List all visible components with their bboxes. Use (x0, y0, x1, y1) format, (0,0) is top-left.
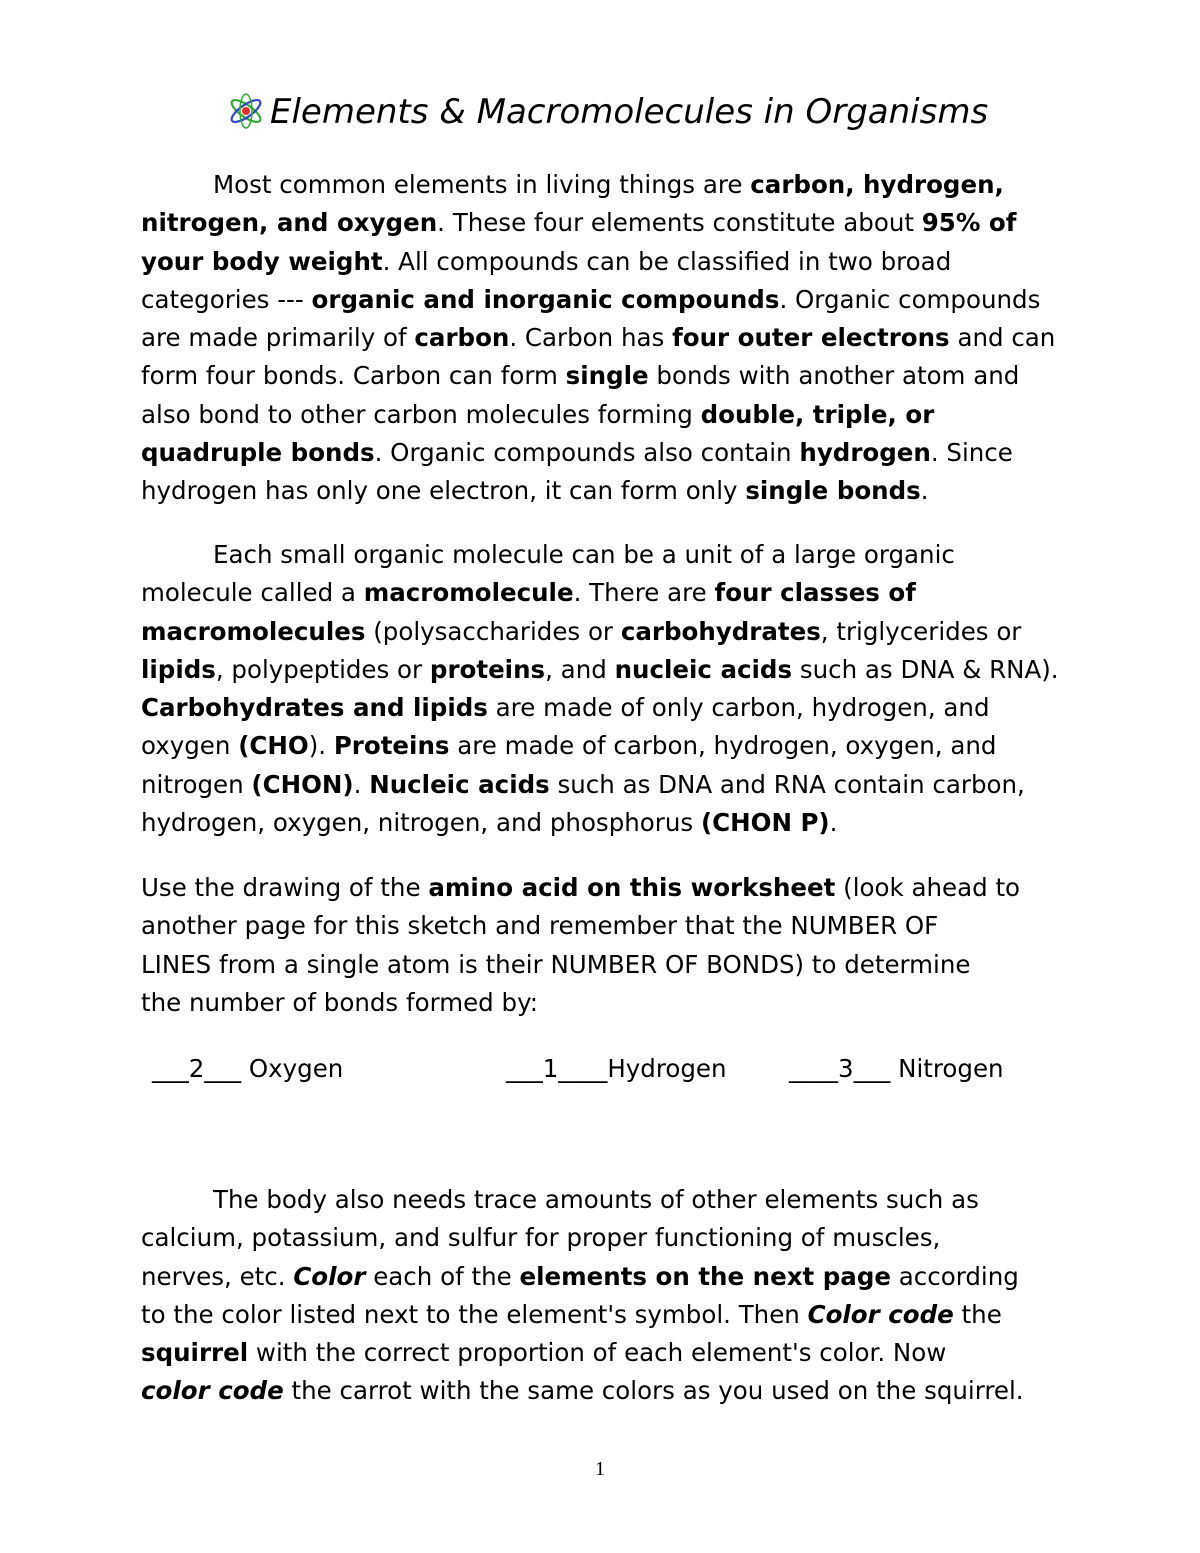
text-line: form four bonds. Carbon can form single bonds with another atom and (141, 361, 1020, 391)
title-text: Elements & Macromolecules in Organisms (270, 92, 989, 132)
atom-nucleus (242, 107, 250, 115)
answer-blank: ___2___ (152, 1054, 242, 1083)
bold-term: your body weight (141, 246, 383, 276)
paragraph-trace-elements (141, 1181, 1081, 1411)
text-line: molecule called a macromolecule. There are four classes of (141, 578, 916, 608)
bold-term: carbohydrates (620, 616, 821, 646)
paragraph-common-elements (141, 166, 1081, 511)
answer-element: Hydrogen (607, 1054, 727, 1083)
text-line: are made primarily of carbon. Carbon has four outer electrons and can (141, 323, 1056, 353)
bold-term: (CHO (238, 731, 309, 761)
emphasis-text: Color code (807, 1299, 954, 1329)
bold-term: macromolecules (141, 616, 366, 646)
text-line: Use the drawing of the amino acid on this worksheet (look ahead to (141, 873, 1021, 902)
answer-nitrogen (789, 1050, 1004, 1088)
text-line: Carbohydrates and lipids are made of only carbon, hydrogen, and (141, 693, 990, 723)
bold-term: nitrogen, and oxygen (141, 208, 438, 238)
bold-term: nucleic acids (614, 654, 793, 684)
paragraph-amino-acid-instructions (141, 869, 1081, 1022)
bold-term: (CHON) (251, 769, 354, 799)
bold-term: double, triple, or (700, 399, 935, 429)
bold-term: amino acid on this worksheet (428, 873, 836, 902)
text-line: to the color listed next to the element's symbol. Then Color code the (141, 1299, 1002, 1329)
bond-answers (0, 1050, 1200, 1090)
answer-oxygen (152, 1050, 343, 1088)
text-line: LINES from a single atom is their NUMBER OF BONDS) to determine (141, 949, 971, 979)
bold-term: lipids (141, 654, 216, 684)
bold-term: Carbohydrates and lipids (141, 693, 488, 723)
answer-blank: ___1____ (506, 1054, 608, 1083)
bold-term: Proteins (333, 731, 450, 761)
atom-icon (226, 91, 266, 144)
bold-term: Nucleic acids (369, 769, 550, 799)
bold-term: single (565, 361, 649, 391)
bold-term: squirrel (141, 1338, 249, 1368)
text-line: squirrel with the correct proportion of each element's color. Now (141, 1338, 947, 1368)
text-line: quadruple bonds. Organic compounds also contain hydrogen. Since (141, 438, 1013, 468)
emphasis-text: Color (293, 1261, 366, 1291)
bold-term: four outer electrons (672, 323, 950, 353)
text-line: The body also needs trace amounts of other elements such as (213, 1185, 979, 1214)
bold-term: (CHON P) (700, 808, 830, 838)
bold-term: carbon (414, 323, 510, 353)
text-line: nitrogen, and oxygen. These four elements constitute about 95% of (141, 208, 1017, 238)
text-line: color code the carrot with the same colors as you used on the squirrel. (141, 1376, 1024, 1406)
page-title (226, 88, 1026, 144)
bold-term: carbon, hydrogen, (750, 170, 1004, 199)
text-line: also bond to other carbon molecules forming double, triple, or (141, 399, 935, 429)
text-line: Each small organic molecule can be a unit of a large organic (213, 540, 955, 569)
bold-term: 95% of (921, 208, 1017, 238)
text-line: lipids, polypeptides or proteins, and nucleic acids such as DNA & RNA). (141, 654, 1059, 684)
text-line: another page for this sketch and remember that the NUMBER OF (141, 911, 939, 941)
text-line: macromolecules (polysaccharides or carbohydrates, triglycerides or (141, 616, 1022, 646)
bold-term: hydrogen (799, 438, 931, 468)
bold-term: four classes of (714, 578, 916, 608)
answer-element: Nitrogen (898, 1054, 1004, 1083)
text-line: oxygen (CHO). Proteins are made of carbon, hydrogen, oxygen, and (141, 731, 997, 761)
bold-term: elements on the next page (519, 1261, 891, 1291)
bold-term: macromolecule (363, 578, 574, 608)
answer-hydrogen (506, 1050, 727, 1088)
answer-blank: ____3___ (789, 1054, 891, 1083)
text-line: the number of bonds formed by: (141, 987, 539, 1017)
text-line: hydrogen has only one electron, it can form only single bonds. (141, 476, 929, 506)
emphasis-text: color code (141, 1376, 284, 1406)
answer-element: Oxygen (248, 1054, 344, 1083)
bold-term: single bonds (745, 476, 921, 506)
page-number: 1 (595, 1458, 605, 1480)
paragraph-macromolecules (141, 536, 1081, 842)
text-line: your body weight. All compounds can be classified in two broad (141, 246, 952, 276)
text-line: categories --- organic and inorganic compounds. Organic compounds (141, 284, 1041, 314)
text-line: hydrogen, oxygen, nitrogen, and phosphorus (CHON P). (141, 808, 838, 838)
text-line: nitrogen (CHON). Nucleic acids such as DNA and RNA contain carbon, (141, 769, 1025, 799)
text-line: nerves, etc. Color each of the elements on the next page according (141, 1261, 1019, 1291)
bold-term: quadruple bonds (141, 438, 375, 468)
bold-term: proteins (429, 654, 546, 684)
text-line: Most common elements in living things are carbon, hydrogen, (213, 170, 1004, 199)
bold-term: organic and inorganic compounds (311, 284, 780, 314)
text-line: calcium, potassium, and sulfur for proper functioning of muscles, (141, 1223, 941, 1253)
